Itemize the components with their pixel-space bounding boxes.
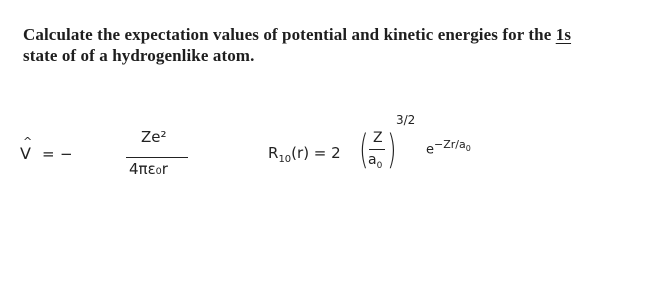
radial-lhs	[268, 144, 341, 165]
potential-symbol: V	[20, 144, 31, 163]
potential-operator	[20, 135, 33, 163]
exp-power-main: −Zr/a	[434, 138, 466, 151]
potential-energy-equation	[18, 128, 208, 188]
radial-func: R	[268, 144, 279, 162]
minus-sign: −	[60, 145, 73, 163]
fraction-bar	[126, 157, 188, 158]
orbital-label: 1s	[555, 25, 572, 44]
paren-fraction-numerator: Z	[373, 130, 383, 146]
exponential-term	[426, 138, 471, 157]
bohr-sub: 0	[376, 160, 383, 171]
problem-text-end: state of of a hydrogenlike atom.	[23, 46, 255, 65]
problem-text: Calculate the expectation values of potential and kinetic energies for the	[23, 25, 556, 44]
right-paren: )	[387, 127, 397, 173]
paren-fraction-denominator	[368, 152, 382, 171]
radial-wavefunction-equation	[266, 108, 526, 188]
left-paren: (	[359, 127, 369, 173]
fraction-numerator: Ze²	[141, 128, 167, 146]
exp-power-sub: 0	[465, 144, 471, 154]
exp-base: e	[426, 142, 434, 158]
radial-sub: 10	[278, 154, 292, 165]
fraction-denominator: 4πε₀r	[129, 160, 168, 178]
operator-hat: ^	[23, 135, 33, 148]
radial-arg: (r) = 2	[291, 144, 341, 162]
equals-sign: =	[42, 145, 55, 163]
bohr-symbol: a	[368, 152, 377, 168]
problem-statement	[23, 24, 643, 66]
exp-power	[434, 138, 471, 154]
paren-fraction-bar	[369, 149, 385, 150]
paren-power: 3/2	[396, 113, 416, 127]
